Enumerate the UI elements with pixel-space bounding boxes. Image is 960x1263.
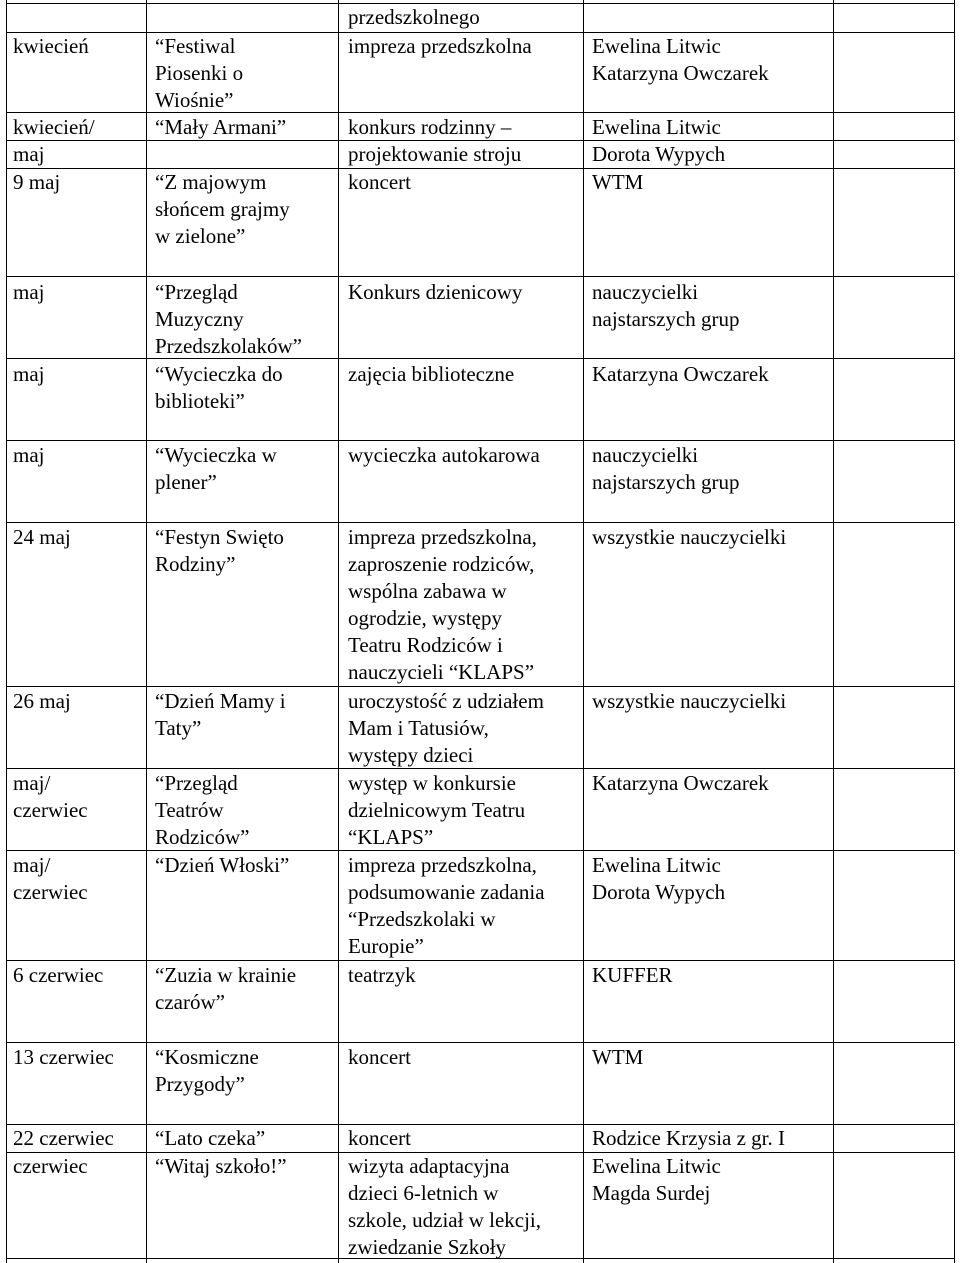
cell-text-line: Dorota Wypych (592, 880, 726, 904)
table-cell-event (155, 688, 286, 742)
table-cell-event (155, 1153, 287, 1180)
table-row-border (6, 1042, 955, 1043)
cell-text-line: czerwiec (13, 1154, 88, 1178)
table-cell-date (13, 688, 71, 715)
cell-text-line: najstarszych grup (592, 307, 740, 331)
table-column-border (338, 0, 339, 1263)
cell-text-line: “Przegląd (155, 771, 238, 795)
cell-text-line: WTM (592, 170, 644, 194)
table-row-border (6, 522, 955, 523)
table-cell-form (348, 279, 522, 306)
cell-text-line: impreza przedszkolna, (348, 853, 537, 877)
table-cell-resp (592, 169, 643, 196)
table-cell-resp (592, 852, 725, 906)
cell-text-line: Ewelina Litwic (592, 115, 721, 139)
cell-text-line: projektowanie stroju (348, 142, 522, 166)
cell-text-line: Dorota Wypych (592, 142, 726, 166)
table-cell-date (13, 361, 45, 388)
cell-text-line: “Przegląd (155, 280, 238, 304)
cell-text-line: “Festiwal (155, 34, 236, 58)
table-row-border (6, 3, 955, 4)
cell-text-line: maj/ (13, 853, 51, 877)
table-cell-form (348, 770, 525, 851)
table-cell-event (155, 962, 296, 1016)
cell-text-line: “KLAPS” (348, 825, 434, 849)
cell-text-line: Taty” (155, 716, 202, 740)
cell-text-line: zaproszenie rodziców, (348, 552, 535, 576)
cell-text-line: czarów” (155, 990, 225, 1014)
cell-text-line: “Witaj szkoło!” (155, 1154, 287, 1178)
cell-text-line: “Lato czeka” (155, 1126, 266, 1150)
table-row-border (6, 1124, 955, 1125)
cell-text-line: podsumowanie zadania (348, 880, 545, 904)
table-cell-date (13, 524, 71, 551)
cell-text-line: Magda Surdej (592, 1181, 711, 1205)
cell-text-line: czerwiec (13, 798, 88, 822)
cell-text-line: Rodziców” (155, 825, 250, 849)
cell-text-line: Przygody” (155, 1072, 245, 1096)
cell-text-line: wspólna zabawa w (348, 579, 507, 603)
table-row-border (6, 960, 955, 961)
table-cell-form (348, 33, 532, 60)
table-cell-event (155, 524, 284, 578)
cell-text-line: Rodzice Krzysia z gr. I (592, 1126, 786, 1150)
cell-text-line: Teatru Rodziców i (348, 633, 503, 657)
cell-text-line: maj (13, 443, 45, 467)
cell-text-line: uroczystość z udziałem (348, 689, 544, 713)
cell-text-line: Rodziny” (155, 552, 236, 576)
cell-text-line: Konkurs dzienicowy (348, 280, 523, 304)
cell-text-line: maj/ (13, 771, 51, 795)
cell-text-line: Katarzyna Owczarek (592, 362, 769, 386)
table-cell-date (13, 1044, 114, 1071)
table-cell-resp (592, 962, 673, 989)
cell-text-line: maj (13, 142, 45, 166)
table-cell-form (348, 442, 540, 469)
cell-text-line: wycieczka autokarowa (348, 443, 540, 467)
cell-text-line: WTM (592, 1045, 644, 1069)
cell-text-line: wizyta adaptacyjna (348, 1154, 510, 1178)
cell-text-line: 26 maj (13, 689, 71, 713)
cell-text-line: koncert (348, 1045, 411, 1069)
cell-text-line: 9 maj (13, 170, 61, 194)
table-cell-event (155, 852, 289, 879)
table-cell-resp (592, 33, 769, 87)
table-cell-form (348, 524, 537, 686)
cell-text-line: Muzyczny (155, 307, 244, 331)
table-cell-form (348, 688, 544, 769)
table-cell-resp (592, 114, 725, 168)
cell-text-line: “Festyn Swięto (155, 525, 284, 549)
cell-text-line: Piosenki o (155, 61, 244, 85)
table-cell-event (155, 442, 277, 496)
cell-text-line: szkole, udział w lekcji, (348, 1208, 542, 1232)
cell-text-line: koncert (348, 1126, 411, 1150)
cell-text-line: Europie” (348, 934, 424, 958)
table-cell-form (348, 852, 545, 960)
cell-text-line: koncert (348, 170, 411, 194)
cell-text-line: Teatrów (155, 798, 224, 822)
table-cell-date (13, 279, 45, 306)
cell-text-line: Ewelina Litwic (592, 34, 721, 58)
table-cell-form (348, 1153, 541, 1261)
cell-text-line: Wiośnie” (155, 88, 234, 112)
cell-text-line: “Dzień Mamy i (155, 689, 286, 713)
cell-text-line: “Przedszkolaki w (348, 907, 496, 931)
cell-text-line: KUFFER (592, 963, 673, 987)
cell-text-line: “Kosmiczne (155, 1045, 259, 1069)
table-row-border (6, 686, 955, 687)
cell-text-line: czerwiec (13, 880, 88, 904)
table-cell-resp (592, 1153, 721, 1207)
table-cell-event (155, 169, 290, 250)
cell-text-line: “Wycieczka w (155, 443, 277, 467)
table-cell-resp (592, 361, 769, 388)
table-cell-form (348, 4, 480, 31)
table-cell-resp (592, 524, 786, 551)
table-cell-event (155, 114, 286, 141)
table-cell-date (13, 169, 60, 196)
table-cell-form (348, 962, 416, 989)
cell-text-line: dzielnicowym Teatru (348, 798, 526, 822)
cell-text-line: Ewelina Litwic (592, 1154, 721, 1178)
table-cell-date (13, 33, 89, 60)
table-column-border (954, 0, 955, 1263)
table-cell-resp (592, 688, 786, 715)
cell-text-line: kwiecień (13, 34, 89, 58)
table-cell-form (348, 361, 514, 388)
table-cell-event (155, 1044, 259, 1098)
table-row-border (6, 112, 955, 113)
table-cell-resp (592, 442, 740, 496)
cell-text-line: konkurs rodzinny – (348, 115, 512, 139)
cell-text-line: “Z majowym (155, 170, 267, 194)
table-cell-event (155, 1125, 265, 1152)
table-cell-date (13, 114, 95, 168)
cell-text-line: 6 czerwiec (13, 963, 104, 987)
cell-text-line: zajęcia biblioteczne (348, 362, 515, 386)
cell-text-line: teatrzyk (348, 963, 416, 987)
cell-text-line: 24 maj (13, 525, 71, 549)
cell-text-line: występy dzieci (348, 743, 474, 767)
table-row-border (6, 276, 955, 277)
cell-text-line: 13 czerwiec (13, 1045, 114, 1069)
cell-text-line: “Zuzia w krainie (155, 963, 297, 987)
table-column-border (833, 0, 834, 1263)
cell-text-line: Przedszkolaków” (155, 334, 302, 358)
table-cell-date (13, 442, 45, 469)
cell-text-line: impreza przedszkolna, (348, 525, 537, 549)
cell-text-line: słońcem grajmy (155, 197, 290, 221)
table-cell-resp (592, 770, 769, 797)
table-cell-event (155, 770, 249, 851)
table-cell-event (155, 279, 302, 360)
cell-text-line: kwiecień/ (13, 115, 95, 139)
cell-text-line: “Dzień Włoski” (155, 853, 290, 877)
table-row-border (6, 358, 955, 359)
cell-text-line: maj (13, 280, 45, 304)
cell-text-line: Ewelina Litwic (592, 853, 721, 877)
cell-text-line: maj (13, 362, 45, 386)
table-cell-date (13, 1125, 114, 1152)
cell-text-line: występ w konkursie (348, 771, 516, 795)
table-column-border (583, 0, 584, 1263)
table-row-border (6, 168, 955, 169)
table-cell-event (155, 33, 243, 114)
table-cell-event (155, 361, 283, 415)
table-column-border (6, 0, 7, 1263)
cell-text-line: wszystkie nauczycielki (592, 525, 787, 549)
table-cell-date (13, 770, 88, 824)
cell-text-line: w zielone” (155, 224, 246, 248)
cell-text-line: Katarzyna Owczarek (592, 61, 769, 85)
cell-text-line: przedszkolnego (348, 5, 480, 29)
table-cell-resp (592, 1125, 785, 1152)
table-column-border (146, 0, 147, 1263)
cell-text-line: plener” (155, 470, 217, 494)
cell-text-line: biblioteki” (155, 389, 245, 413)
cell-text-line: impreza przedszkolna (348, 34, 532, 58)
cell-text-line: nauczycieli “KLAPS” (348, 660, 535, 684)
cell-text-line: nauczycielki (592, 443, 699, 467)
cell-text-line: “Mały Armani” (155, 115, 287, 139)
table-cell-date (13, 962, 103, 989)
table-cell-form (348, 114, 521, 168)
cell-text-line: wszystkie nauczycielki (592, 689, 787, 713)
table-row-border (6, 440, 955, 441)
cell-text-line: Mam i Tatusiów, (348, 716, 489, 740)
cell-text-line: 22 czerwiec (13, 1126, 114, 1150)
cell-text-line: zwiedzanie Szkoły (348, 1235, 507, 1259)
table-cell-resp (592, 1044, 643, 1071)
cell-text-line: nauczycielki (592, 280, 699, 304)
cell-text-line: ogrodzie, występy (348, 606, 502, 630)
cell-text-line: najstarszych grup (592, 470, 740, 494)
table-cell-form (348, 1044, 411, 1071)
table-cell-date (13, 852, 88, 906)
table-cell-form (348, 1125, 411, 1152)
cell-text-line: dzieci 6-letnich w (348, 1181, 499, 1205)
table-cell-date (13, 1153, 88, 1180)
cell-text-line: Katarzyna Owczarek (592, 771, 769, 795)
cell-text-line: “Wycieczka do (155, 362, 283, 386)
table-cell-resp (592, 279, 740, 333)
table-cell-form (348, 169, 411, 196)
